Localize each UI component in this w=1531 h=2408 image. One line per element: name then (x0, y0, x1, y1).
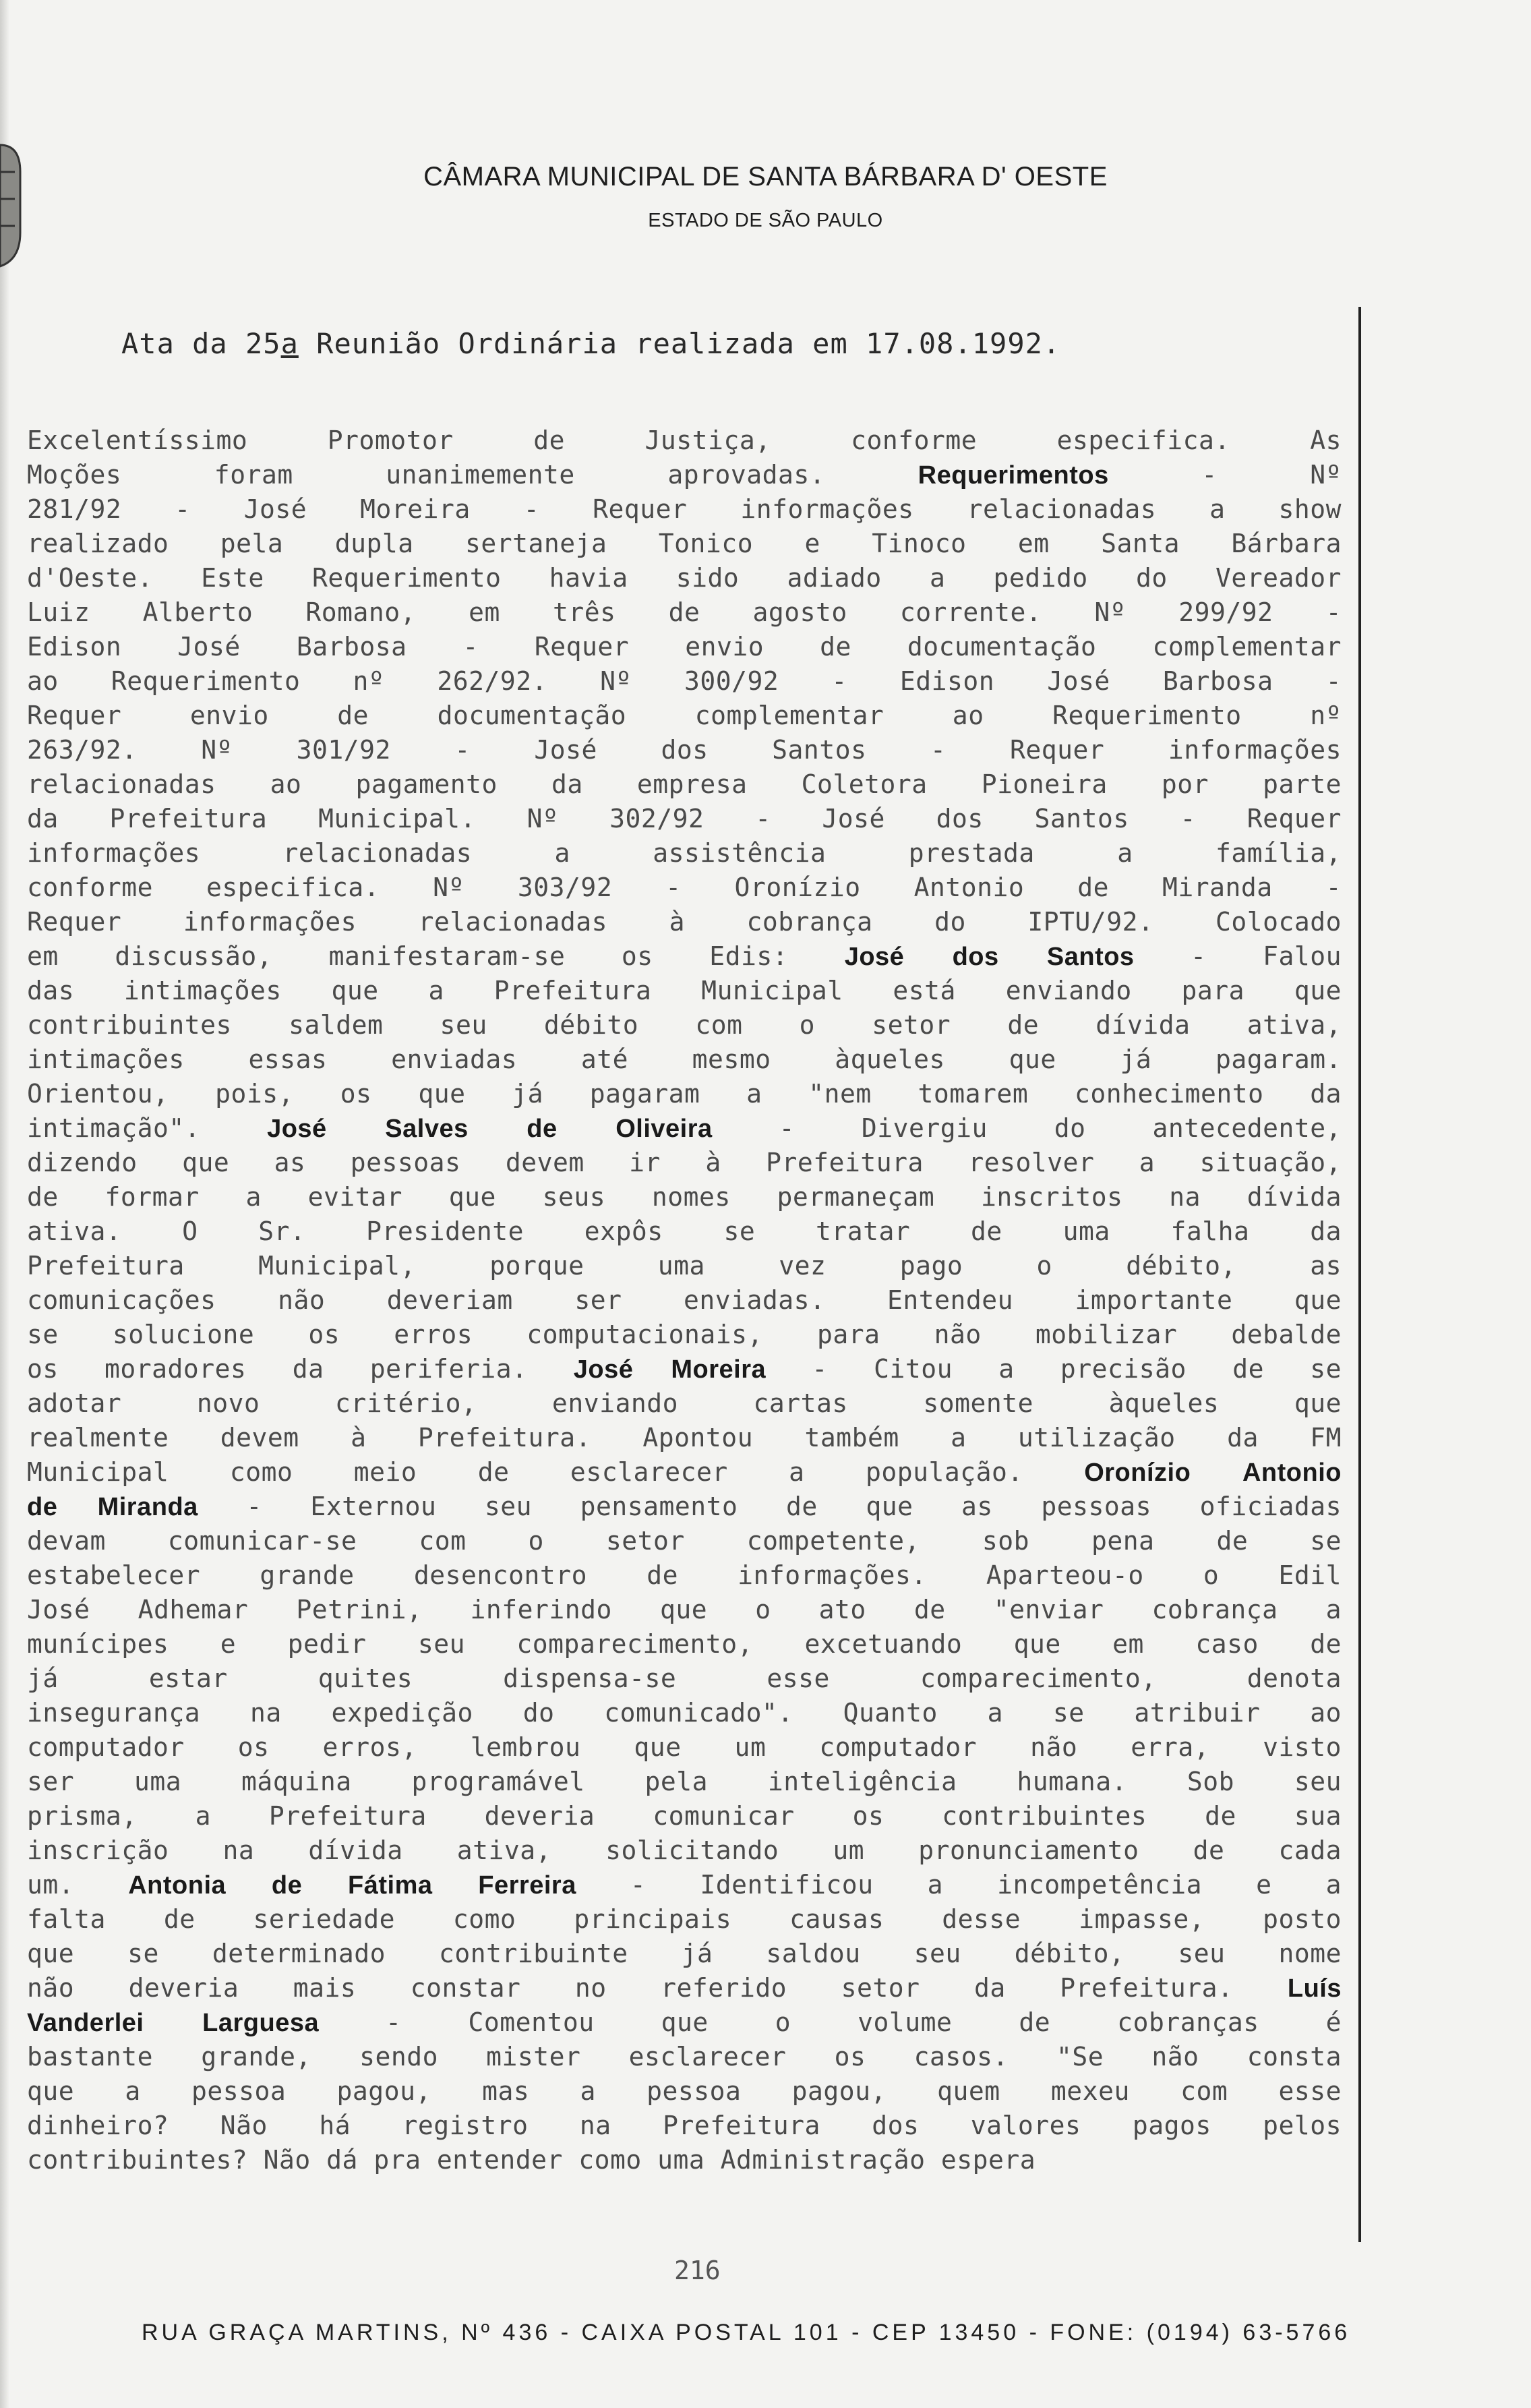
text-line: da Prefeitura Municipal. Nº 302/92 - José dos Santos - Requer (27, 804, 1342, 833)
text-line: ao Requerimento nº 262/92. Nº 300/92 - Edison José Barbosa - (27, 666, 1342, 696)
text-line: prisma, a Prefeitura deveria comunicar os contribuintes de sua (27, 1801, 1342, 1831)
institution-name: CÂMARA MUNICIPAL DE SANTA BÁRBARA D' OESTE (423, 162, 1108, 192)
text-line: dinheiro? Não há registro na Prefeitura dos valores pagos pelos (27, 2111, 1342, 2140)
text-line: intimação". José Salves de Oliveira - Divergiu do antecedente, (27, 1113, 1342, 1143)
text-line: Luiz Alberto Romano, em três de agosto corrente. Nº 299/92 - (27, 597, 1342, 627)
text-line: Requer informações relacionadas à cobrança do IPTU/92. Colocado (27, 907, 1342, 937)
page-number: 216 (674, 2256, 721, 2285)
text-line: ser uma máquina programável pela inteligência humana. Sob seu (27, 1767, 1342, 1796)
letterhead (0, 162, 1531, 232)
text-line: um. Antonia de Fátima Ferreira - Identificou a incompetência e a (27, 1870, 1342, 1900)
footer (0, 2289, 1531, 2370)
speaker-name: Vanderlei Larguesa (27, 2009, 320, 2037)
text-line: se solucione os erros computacionais, para não mobilizar debalde (27, 1320, 1342, 1349)
text-line: inscrição na dívida ativa, solicitando um pronunciamento de cada (27, 1836, 1342, 1865)
text-line: estabelecer grande desencontro de informações. Aparteou-o o Edil (27, 1560, 1342, 1590)
text-line: Moções foram unanimemente aprovadas. Requerimentos - Nº (27, 460, 1342, 490)
text-line: adotar novo critério, enviando cartas somente àqueles que (27, 1388, 1342, 1418)
speaker-name: José Salves de Oliveira (267, 1115, 713, 1143)
text-line: realmente devem à Prefeitura. Apontou também a utilização da FM (27, 1423, 1342, 1452)
speaker-name: Luís (1287, 1974, 1342, 2003)
speaker-name: José dos Santos (844, 943, 1135, 971)
text-line: Vanderlei Larguesa - Comentou que o volume de cobranças é (27, 2007, 1342, 2037)
speaker-name: Antonia de Fátima Ferreira (128, 1871, 576, 1900)
text-line: em discussão, manifestaram-se os Edis: José dos Santos - Falou (27, 941, 1342, 971)
text-line: intimações essas enviadas até mesmo àqueles que já pagaram. (27, 1045, 1342, 1074)
text-line: ativa. O Sr. Presidente expôs se tratar de uma falha da (27, 1216, 1342, 1246)
text-line: insegurança na expedição do comunicado". Quanto a se atribuir ao (27, 1698, 1342, 1728)
footer-curve-decoration (0, 2289, 148, 2363)
text-line: realizado pela dupla sertaneja Tonico e Tinoco em Santa Bárbara (27, 529, 1342, 558)
text-line: José Adhemar Petrini, inferindo que o ato de "enviar cobrança a (27, 1595, 1342, 1624)
text-line: Orientou, pois, os que já pagaram a "nem tomarem conhecimento da (27, 1079, 1342, 1109)
title-prefix: Ata da 25 (121, 327, 281, 360)
title-suffix: Reunião Ordinária realizada em 17.08.1992. (298, 327, 1061, 360)
text-line: relacionadas ao pagamento da empresa Coletora Pioneira por parte (27, 769, 1342, 799)
text-line: d'Oeste. Este Requerimento havia sido adiado a pedido do Vereador (27, 563, 1342, 593)
speaker-name: Requerimentos (918, 461, 1109, 490)
text-line: de formar a evitar que seus nomes permaneçam inscritos na dívida (27, 1182, 1342, 1212)
text-line: falta de seriedade como principais causas desse impasse, posto (27, 1904, 1342, 1934)
text-line: conforme especifica. Nº 303/92 - Oronízio Antonio de Miranda - (27, 873, 1342, 902)
text-line: Excelentíssimo Promotor de Justiça, conforme especifica. As (27, 425, 1342, 455)
text-line: Municipal como meio de esclarecer a população. Oronízio Antonio (27, 1457, 1342, 1487)
text-line: não deveria mais constar no referido setor da Prefeitura. Luís (27, 1973, 1342, 2003)
text-line: bastante grande, sendo mister esclarecer os casos. "Se não consta (27, 2042, 1342, 2072)
title-ordinal: a (280, 327, 299, 360)
text-line: munícipes e pedir seu comparecimento, excetuando que em caso de (27, 1629, 1342, 1659)
speaker-name: Oronízio Antonio (1084, 1459, 1342, 1487)
text-line: Prefeitura Municipal, porque uma vez pago o débito, as (27, 1251, 1342, 1281)
text-line: os moradores da periferia. José Moreira - Citou a precisão de se (27, 1354, 1342, 1384)
text-line: que se determinado contribuinte já saldou seu débito, seu nome (27, 1939, 1342, 1968)
speaker-name: de Miranda (27, 1493, 198, 1521)
text-line: dizendo que as pessoas devem ir à Prefeitura resolver a situação, (27, 1148, 1342, 1177)
document-title (121, 327, 1060, 360)
minutes-body (27, 423, 1342, 2177)
text-line: Requer envio de documentação complementar ao Requerimento nº (27, 701, 1342, 730)
footer-address: RUA GRAÇA MARTINS, Nº 436 - CAIXA POSTAL 101 - CEP 13450 - FONE: (0194) 63-5766 (142, 2320, 1351, 2345)
text-line: computador os erros, lembrou que um computador não erra, visto (27, 1732, 1342, 1762)
text-line: comunicações não deveriam ser enviadas. Entendeu importante que (27, 1285, 1342, 1315)
text-line: Edison José Barbosa - Requer envio de documentação complementar (27, 632, 1342, 662)
text-line: 263/92. Nº 301/92 - José dos Santos - Requer informações (27, 735, 1342, 765)
text-line: devam comunicar-se com o setor competente, sob pena de se (27, 1526, 1342, 1556)
institution-state: ESTADO DE SÃO PAULO (648, 210, 883, 231)
text-line: já estar quites dispensa-se esse comparecimento, denota (27, 1664, 1342, 1693)
text-line: 281/92 - José Moreira - Requer informações relacionadas a show (27, 494, 1342, 524)
margin-rule (1358, 307, 1361, 2242)
speaker-name: José Moreira (573, 1355, 767, 1384)
text-line: das intimações que a Prefeitura Municipal está enviando para que (27, 976, 1342, 1005)
text-line: que a pessoa pagou, mas a pessoa pagou, quem mexeu com esse (27, 2076, 1342, 2106)
page-edge-shadow (0, 0, 9, 2408)
text-line: de Miranda - Externou seu pensamento de que as pessoas oficiadas (27, 1492, 1342, 1521)
text-line: contribuintes? Não dá pra entender como uma Administração espera (27, 2145, 1036, 2175)
text-line: informações relacionadas a assistência prestada a família, (27, 838, 1342, 868)
text-line: contribuintes saldem seu débito com o setor de dívida ativa, (27, 1010, 1342, 1040)
